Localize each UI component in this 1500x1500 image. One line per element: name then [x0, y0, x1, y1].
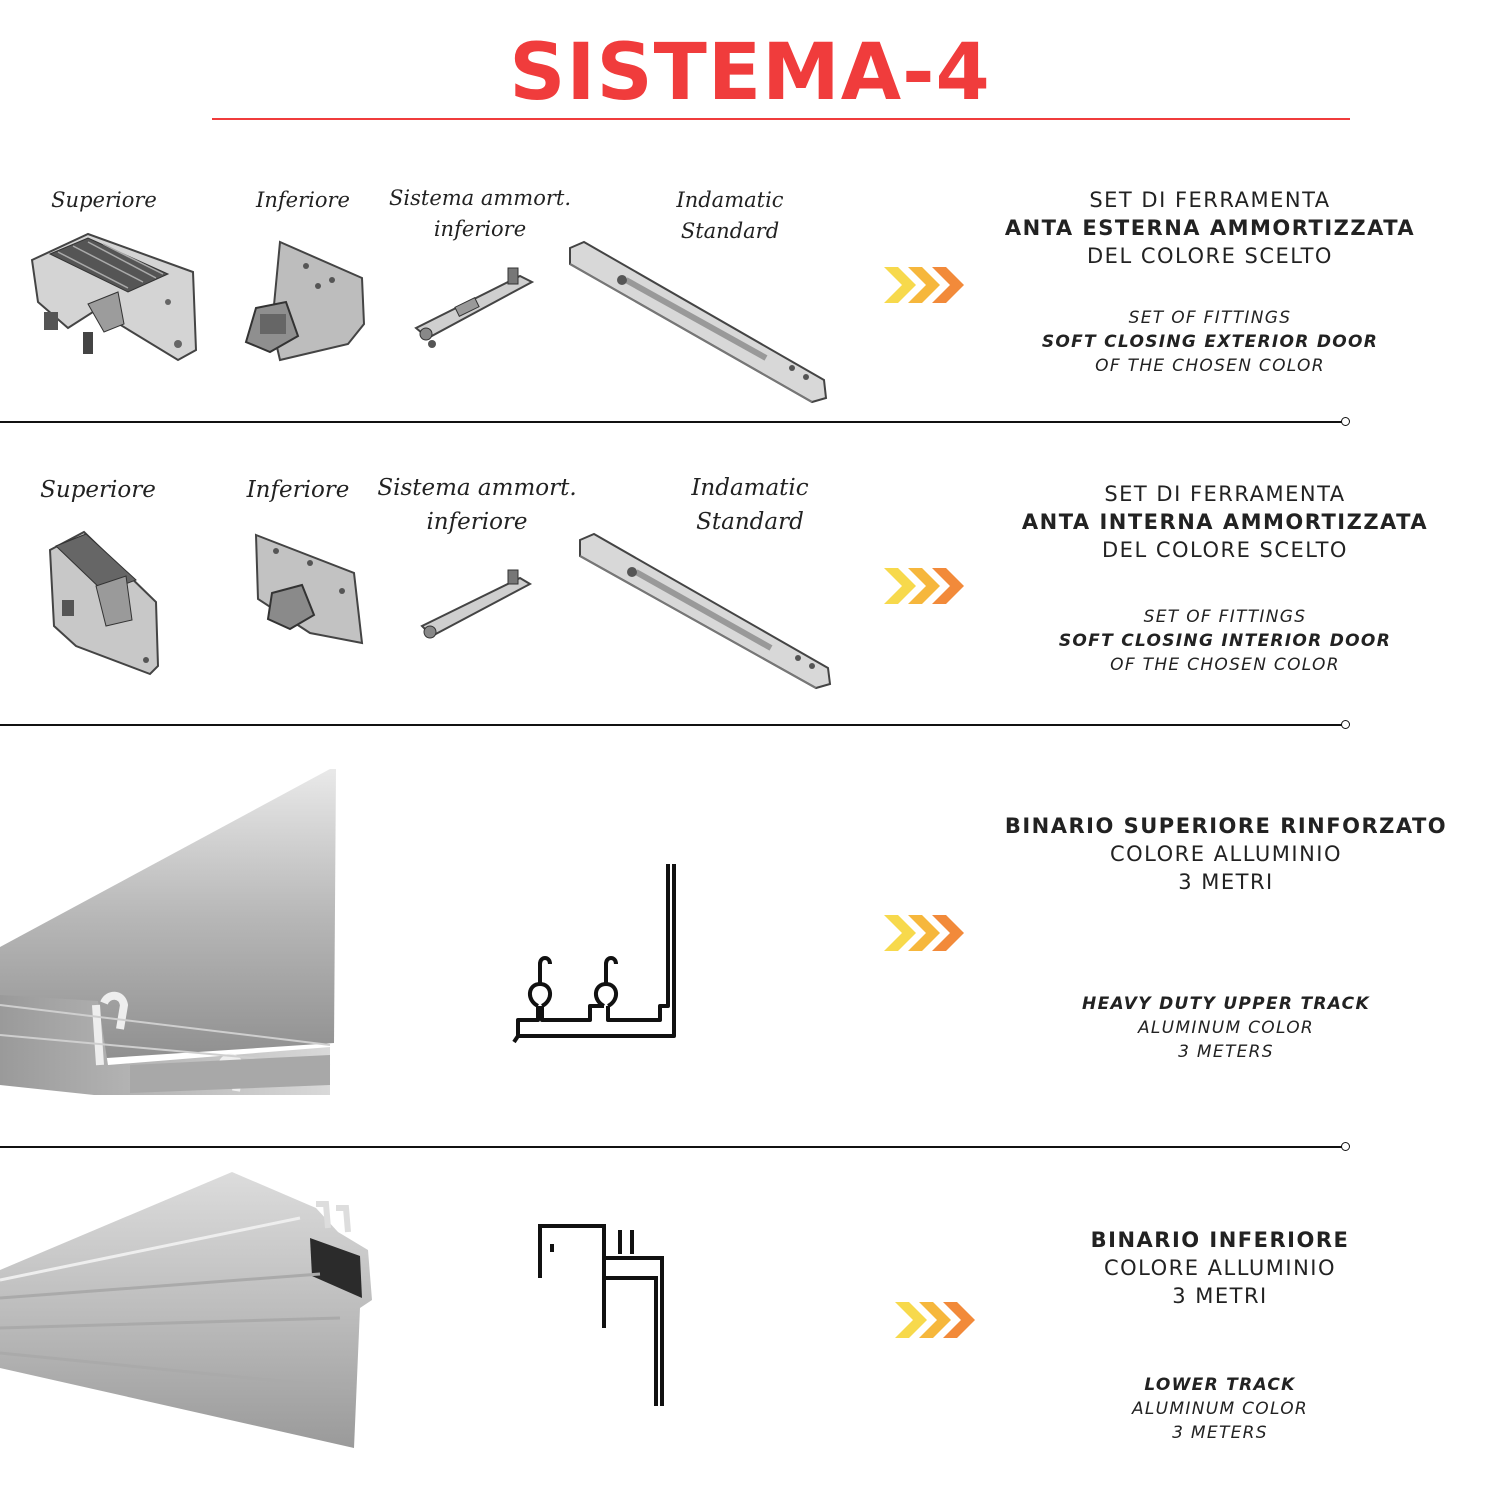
en-line-2: SOFT CLOSING EXTERIOR DOOR — [1041, 332, 1379, 352]
triple-chevron-arrow-icon — [882, 566, 964, 606]
upper-track-profile-diagram — [510, 860, 685, 1045]
it-line-1: SET DI FERRAMENTA — [1104, 482, 1346, 506]
part-label-inferiore: Inferiore — [246, 477, 350, 503]
part-label-inferiore: Inferiore — [256, 188, 350, 212]
damper-system-image — [418, 568, 538, 646]
it-line-1: BINARIO SUPERIORE RINFORZATO — [1004, 814, 1448, 838]
part-label-superiore: Superiore — [40, 477, 156, 503]
divider-end-dot — [1341, 417, 1350, 426]
it-line-2: COLORE ALLUMINIO — [1103, 1256, 1337, 1280]
en-line-3: 3 METERS — [1172, 1423, 1268, 1443]
en-line-2: ALUMINUM COLOR — [1131, 1399, 1309, 1419]
section-4-description — [1040, 1226, 1400, 1445]
upper-track-photo — [0, 765, 345, 1100]
en-line-1: SET OF FITTINGS — [1128, 308, 1292, 328]
en-line-3: OF THE CHOSEN COLOR — [1095, 356, 1325, 376]
it-line-2: ANTA ESTERNA AMMORTIZZATA — [1004, 216, 1416, 240]
en-line-1: LOWER TRACK — [1144, 1375, 1296, 1395]
divider-end-dot — [1341, 720, 1350, 729]
section-divider — [0, 724, 1344, 726]
page-title: SISTEMA-4 — [509, 28, 991, 118]
section-divider — [0, 421, 1344, 423]
it-line-2: ANTA INTERNA AMMORTIZZATA — [1021, 510, 1429, 534]
en-line-3: 3 METERS — [1178, 1042, 1274, 1062]
part-label-superiore: Superiore — [51, 188, 157, 212]
it-line-1: SET DI FERRAMENTA — [1089, 188, 1331, 212]
en-line-3: OF THE CHOSEN COLOR — [1110, 655, 1340, 675]
damper-system-image — [412, 262, 540, 350]
triple-chevron-arrow-icon — [882, 913, 964, 953]
upper-fitting-image — [28, 232, 203, 367]
lower-fitting-image — [250, 533, 365, 648]
section-1-description — [1000, 186, 1420, 378]
it-line-1: BINARIO INFERIORE — [1090, 1228, 1350, 1252]
title-underline — [212, 118, 1350, 120]
it-line-3: 3 METRI — [1178, 870, 1274, 894]
indamatic-image — [576, 532, 834, 692]
it-line-2: COLORE ALLUMINIO — [1109, 842, 1343, 866]
en-line-1: SET OF FITTINGS — [1143, 607, 1307, 627]
section-3-description — [1000, 812, 1452, 1064]
lower-track-profile-diagram — [532, 1218, 672, 1413]
section-2-description — [1010, 480, 1440, 677]
it-line-3: 3 METRI — [1172, 1284, 1268, 1308]
it-line-3: DEL COLORE SCELTO — [1102, 538, 1348, 562]
part-label-sistema-ammort: Sistema ammort. inferiore — [389, 186, 571, 241]
section-divider — [0, 1146, 1344, 1148]
part-label-sistema-ammort: Sistema ammort. inferiore — [377, 475, 577, 535]
triple-chevron-arrow-icon — [882, 265, 964, 305]
en-line-2: SOFT CLOSING INTERIOR DOOR — [1058, 631, 1392, 651]
it-line-3: DEL COLORE SCELTO — [1087, 244, 1333, 268]
en-line-1: HEAVY DUTY UPPER TRACK — [1082, 994, 1370, 1014]
triple-chevron-arrow-icon — [893, 1300, 975, 1340]
lower-fitting-image — [240, 240, 370, 365]
divider-end-dot — [1341, 1142, 1350, 1151]
upper-fitting-image — [46, 530, 164, 678]
part-label-indamatic: Indamatic Standard — [691, 475, 809, 535]
lower-track-photo — [0, 1168, 375, 1458]
en-line-2: ALUMINUM COLOR — [1137, 1018, 1315, 1038]
indamatic-image — [566, 240, 831, 405]
part-label-indamatic: Indamatic Standard — [676, 188, 784, 243]
